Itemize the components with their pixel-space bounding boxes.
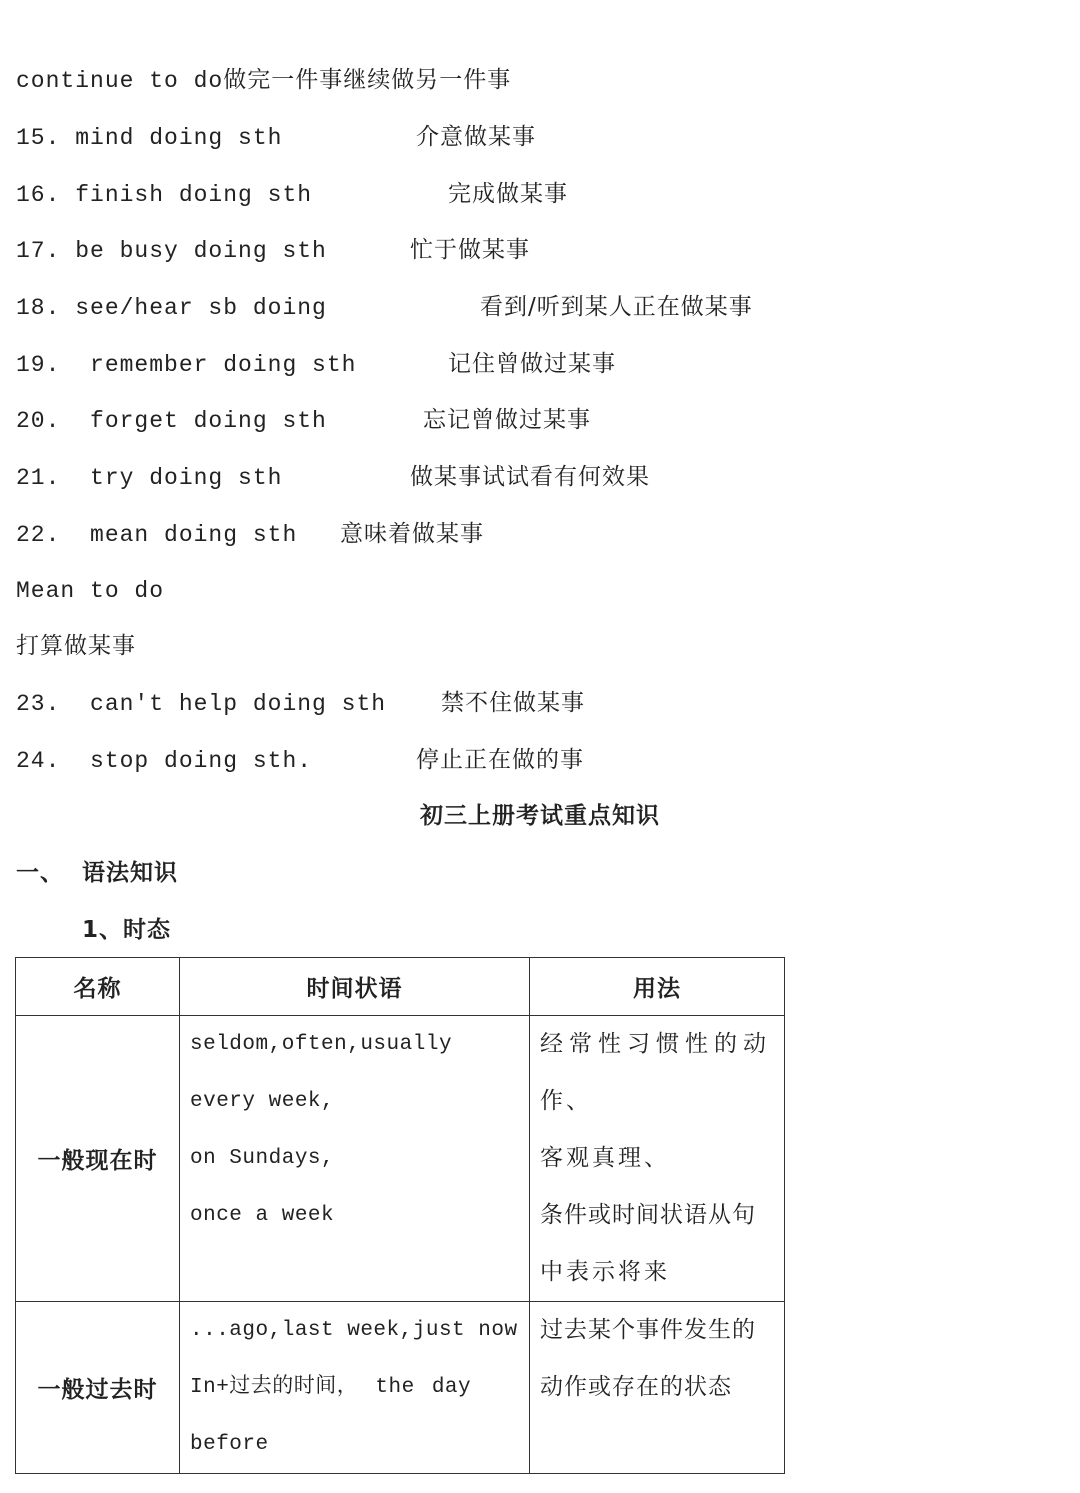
usage-line: 经常性习惯性的动 xyxy=(540,1031,772,1057)
phrase-meaning: 看到/听到某人正在做某事 xyxy=(480,294,753,320)
phrase-line-17: 17. be busy doing sth 忙于做某事 xyxy=(16,230,327,270)
phrase-line-0: continue to do做完一件事继续做另一件事 xyxy=(16,67,512,94)
usage-cell xyxy=(530,1016,785,1302)
adverbial-cell xyxy=(180,1302,530,1474)
phrase-line-19: 19. remember doing sth 记住曾做过某事 xyxy=(16,344,356,384)
heading-grammar: 语法知识 xyxy=(82,860,178,886)
adverbial-line: In+过去的时间， the day xyxy=(190,1376,472,1399)
usage-cell xyxy=(530,1302,785,1474)
adverbial-line: every week, xyxy=(190,1090,335,1113)
heading-grammar-number: 一、 xyxy=(16,860,64,886)
usage-line: 过去某个事件发生的 xyxy=(540,1317,756,1343)
adverbial-line: before xyxy=(190,1433,269,1456)
phrase-meaning: 忙于做某事 xyxy=(410,237,530,263)
usage-line: 条件或时间状语从句 xyxy=(540,1202,756,1228)
adverbial-line: seldom,often,usually xyxy=(190,1033,453,1056)
adverbial-cell xyxy=(180,1016,530,1302)
adverbial-line: ...ago,last week,just now xyxy=(190,1319,518,1342)
usage-line: 客观真理、 xyxy=(540,1145,670,1171)
phrase-meaning: 停止正在做的事 xyxy=(416,747,584,773)
header-usage: 用法 xyxy=(530,958,785,1016)
phrase-meaning: 做完一件事继续做另一件事 xyxy=(223,67,512,93)
phrase-line-18: 18. see/hear sb doing 看到/听到某人正在做某事 xyxy=(16,287,327,327)
table-row xyxy=(16,1016,785,1302)
phrase-meaning: 介意做某事 xyxy=(416,124,536,150)
phrase-meaning: 忘记曾做过某事 xyxy=(423,407,591,433)
phrase-line-23: 23. can't help doing sth 禁不住做某事 xyxy=(16,683,386,723)
tense-name: 一般现在时 xyxy=(16,1016,180,1302)
phrase-line-20: 20. forget doing sth 忘记曾做过某事 xyxy=(16,400,327,440)
phrase-line-mean-to-do-meaning: 打算做某事 xyxy=(16,633,136,659)
phrase-meaning: 禁不住做某事 xyxy=(441,690,585,716)
tense-table xyxy=(15,957,785,1474)
phrase-meaning: 意味着做某事 xyxy=(340,521,484,547)
usage-line: 中表示将来 xyxy=(540,1259,670,1285)
table-row xyxy=(16,1302,785,1474)
phrase-meaning: 记住曾做过某事 xyxy=(448,351,616,377)
phrase-meaning: 做某事试试看有何效果 xyxy=(410,464,650,490)
header-name: 名称 xyxy=(16,958,180,1016)
usage-line: 动作或存在的状态 xyxy=(540,1374,732,1400)
phrase-line-22: 22. mean doing sth 意味着做某事 xyxy=(16,514,297,554)
header-adverbial: 时间状语 xyxy=(180,958,530,1016)
phrase-line-16: 16. finish doing sth 完成做某事 xyxy=(16,174,312,214)
usage-line: 作、 xyxy=(540,1088,592,1114)
phrase-line-15: 15. mind doing sth 介意做某事 xyxy=(16,117,282,157)
phrase-line-24: 24. stop doing sth. 停止正在做的事 xyxy=(16,740,312,780)
adverbial-line: on Sundays, xyxy=(190,1147,335,1170)
table-header-row xyxy=(16,958,785,1016)
heading-tense: 1、时态 xyxy=(82,917,172,943)
adverbial-line: once a week xyxy=(190,1204,335,1227)
phrase-line-mean-to-do: Mean to do xyxy=(16,578,165,604)
phrase-line-21: 21. try doing sth 做某事试试看有何效果 xyxy=(16,457,282,497)
section-title: 初三上册考试重点知识 xyxy=(420,803,660,829)
tense-name: 一般过去时 xyxy=(16,1302,180,1474)
phrase-meaning: 完成做某事 xyxy=(448,181,568,207)
